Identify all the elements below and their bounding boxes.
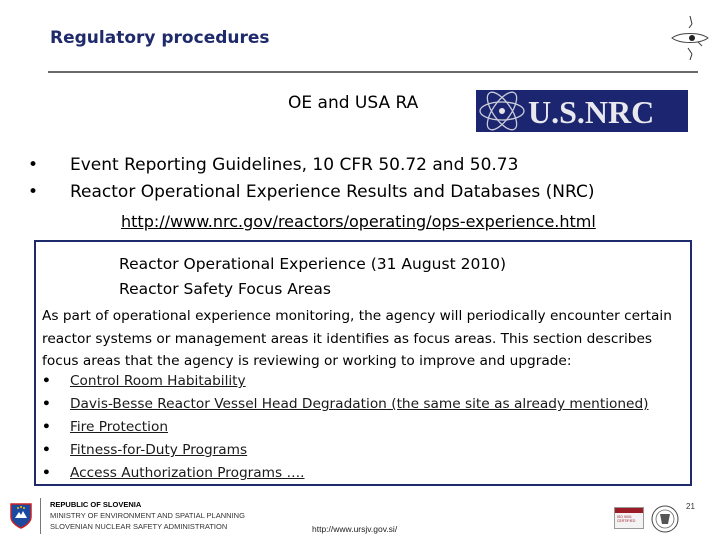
list-item	[42, 416, 649, 439]
bullet-icon: •	[42, 396, 51, 412]
bullet-icon: •	[42, 442, 51, 458]
list-item	[42, 439, 649, 462]
page-number: 21	[686, 502, 695, 511]
excerpt-box	[34, 240, 692, 486]
list-item: • Event Reporting Guidelines, 10 CFR 50.72 and 50.73	[28, 152, 594, 179]
atom-emblem-icon	[668, 10, 712, 66]
section-title: OE and USA RA	[288, 93, 419, 113]
bullet-icon: •	[42, 373, 51, 389]
nrc-logo	[476, 90, 688, 132]
bullet-icon: •	[28, 182, 39, 202]
page-header-title: Regulatory procedures	[50, 28, 270, 48]
list-item	[42, 370, 649, 393]
slovenia-crest-icon	[10, 503, 32, 529]
nrc-logo-text: U.S.NRC	[528, 94, 655, 130]
list-item	[42, 393, 649, 416]
focus-area-list	[42, 370, 649, 485]
footer-divider	[40, 498, 41, 534]
certification-badge-icon: ISO 9001 CERTIFIED	[614, 507, 644, 529]
ursjv-website-link[interactable]: http://www.ursjv.gov.si/	[312, 524, 398, 534]
bullet-icon: •	[28, 155, 39, 175]
list-item	[42, 462, 649, 485]
bullet-icon: •	[42, 419, 51, 435]
excerpt-title: Reactor Operational Experience (31 August 2010)	[119, 255, 507, 273]
focus-area-link[interactable]: Davis-Besse Reactor Vessel Head Degradation	[70, 396, 387, 412]
nrc-ops-experience-link[interactable]: http://www.nrc.gov/reactors/operating/ops-experience.html	[121, 212, 596, 231]
excerpt-body: As part of operational experience monitoring, the agency will periodically encounter certain reactor systems or management areas it identifies as focus areas. This section describes focus areas that the agency is reviewing or working to improve and upgrade:	[42, 308, 672, 369]
footer-organization: REPUBLIC OF SLOVENIA MINISTRY OF ENVIRONMENT AND SPATIAL PLANNING SLOVENIAN NUCLEAR SAFETY ADMINISTRATION	[50, 500, 245, 531]
focus-area-note: (the same site as already mentioned)	[386, 396, 649, 412]
focus-area-link[interactable]: Control Room Habitability	[70, 373, 246, 389]
bullet-icon: •	[42, 465, 51, 481]
bureau-veritas-seal-icon	[648, 504, 682, 534]
focus-area-link[interactable]: Access Authorization Programs ….	[70, 465, 305, 481]
excerpt-subtitle: Reactor Safety Focus Areas	[119, 280, 331, 298]
header-divider	[48, 71, 698, 73]
focus-area-link[interactable]: Fitness-for-Duty Programs	[70, 442, 248, 458]
focus-area-link[interactable]: Fire Protection	[70, 419, 169, 435]
list-item: • Reactor Operational Experience Results and Databases (NRC)	[28, 179, 594, 206]
main-bullet-list	[28, 152, 594, 206]
